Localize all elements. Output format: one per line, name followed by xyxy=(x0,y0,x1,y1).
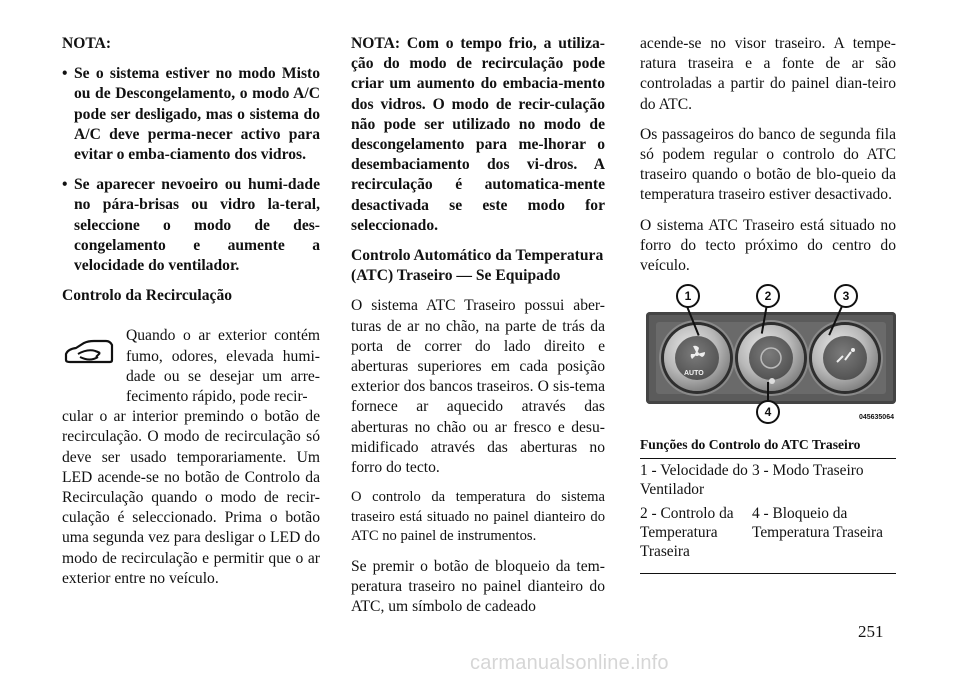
figure-caption: Funções do Controlo do ATC Traseiro xyxy=(640,436,896,459)
legend-item: 2 - Controlo da Temperatura Traseira xyxy=(640,505,734,560)
note-heading: NOTA: xyxy=(62,35,112,52)
note-bullet-item xyxy=(62,64,320,165)
bullet-icon: • xyxy=(62,176,68,194)
bullet-text: Se o sistema estiver no modo Misto ou de Descongelamento, o modo A/C pode ser desligado, mas o sistema do A/C deve perma-necer activo para evitar o emba-ciamento dos vidros. xyxy=(74,65,320,164)
mode-knob xyxy=(812,325,878,391)
legend-item: 1 - Velocidade do Ventilador xyxy=(640,462,748,498)
rear-display-paragraph: acende-se no visor traseiro. A tempe-ratura traseira e a fonte de ar são controladas a partir do painel dian-teiro do ATC. xyxy=(640,35,896,113)
column-right xyxy=(640,34,896,574)
rear-atc-paragraph-3: Se premir o botão de bloqueio da tem-peratura traseiro no painel dianteiro do ATC, um símbolo de cadeado xyxy=(351,558,605,616)
callout-2: 2 xyxy=(756,284,780,308)
note-bullet-list xyxy=(62,64,320,276)
column-left xyxy=(62,34,320,589)
figure-code: 0456350​64 xyxy=(858,414,894,422)
column-middle xyxy=(351,34,605,618)
legend-item: 3 - Modo Traseiro xyxy=(752,462,864,480)
legend-item: 4 - Bloqueio da Temperatura Traseira xyxy=(752,505,883,542)
watermark: carmanualsonline.info xyxy=(470,652,669,674)
location-paragraph: O sistema ATC Traseiro está situado no forro do tecto próximo do centro do veículo. xyxy=(640,216,896,275)
callout-1: 1 xyxy=(676,284,700,308)
bullet-text: Se aparecer nevoeiro ou humi-dade no pára-brisas ou vidro la-teral, seleccione o modo de des-congelamento e aumente a velocidade do ventilador. xyxy=(74,176,320,275)
rear-atc-paragraph-2: O controlo da temperatura do sistema traseiro está situado no painel dianteiro do ATC no painel de instrumentos. xyxy=(351,489,605,545)
page-number: 251 xyxy=(858,622,884,641)
rear-atc-paragraph-1: O sistema ATC Traseiro possui aber-turas de ar no chão, na parte de trás da porta de correr do lado direito e aberturas superiores em cada posição exterior dos bancos traseiros. O sis-tema fornece ar aquecido através das aberturas no chão ou ar fresco e desu-midificado através das aberturas no forro do tecto. xyxy=(351,297,605,477)
recirculation-car-icon xyxy=(62,338,114,368)
section-heading-recirculation: Controlo da Recirculação xyxy=(62,287,233,305)
auto-label: AUTO xyxy=(684,370,704,378)
temperature-dial-icon xyxy=(749,336,793,380)
callout-4: 4 xyxy=(756,400,780,424)
section-heading-rear-atc: Controlo Automático da Temperatura (ATC) Traseiro — Se Equipado xyxy=(351,247,604,285)
second-row-paragraph: Os passageiros do banco de segunda fila só podem regular o controlo do ATC traseiro quando o botão de blo-queio da temperatura traseiro estiver desactivado. xyxy=(640,125,896,204)
callout-3: 3 xyxy=(834,284,858,308)
control-panel-photo xyxy=(646,312,896,404)
bullet-icon: • xyxy=(62,65,68,83)
rear-atc-figure xyxy=(640,290,896,436)
figure-legend xyxy=(640,462,896,574)
note-bullet-item xyxy=(62,175,320,276)
recirculation-body-text: cular o ar interior premindo o botão de recirculação. O modo de recirculação só deve ser usado temporariamente. Um LED acende-se no botão de Controlo da Recirculação quando o modo de recir-culação é seleccionado. Prima o botão uma segunda vez para desligar o LED do modo de recirculação e permitir que o ar exterior entre no veículo. xyxy=(62,408,320,587)
recirculation-intro-text: Quando o ar exterior contém fumo, odores, elevada humi-dade ou se desejar um arre-fecimento rápido, pode recir- xyxy=(126,327,320,406)
cold-weather-note: NOTA: Com o tempo frio, a utiliza-ção do modo de recirculação pode criar um aumento do embacia-mento dos vidros. O modo de recir-culação não pode ser utilizado no modo de descongelamento para me-lhorar o desembaciamento dos vi-dros. A recirculação é automatica-mente desactivada se este modo for seleccionado. xyxy=(351,35,605,234)
recirculation-block xyxy=(62,326,320,589)
airflow-mode-icon xyxy=(823,336,867,380)
